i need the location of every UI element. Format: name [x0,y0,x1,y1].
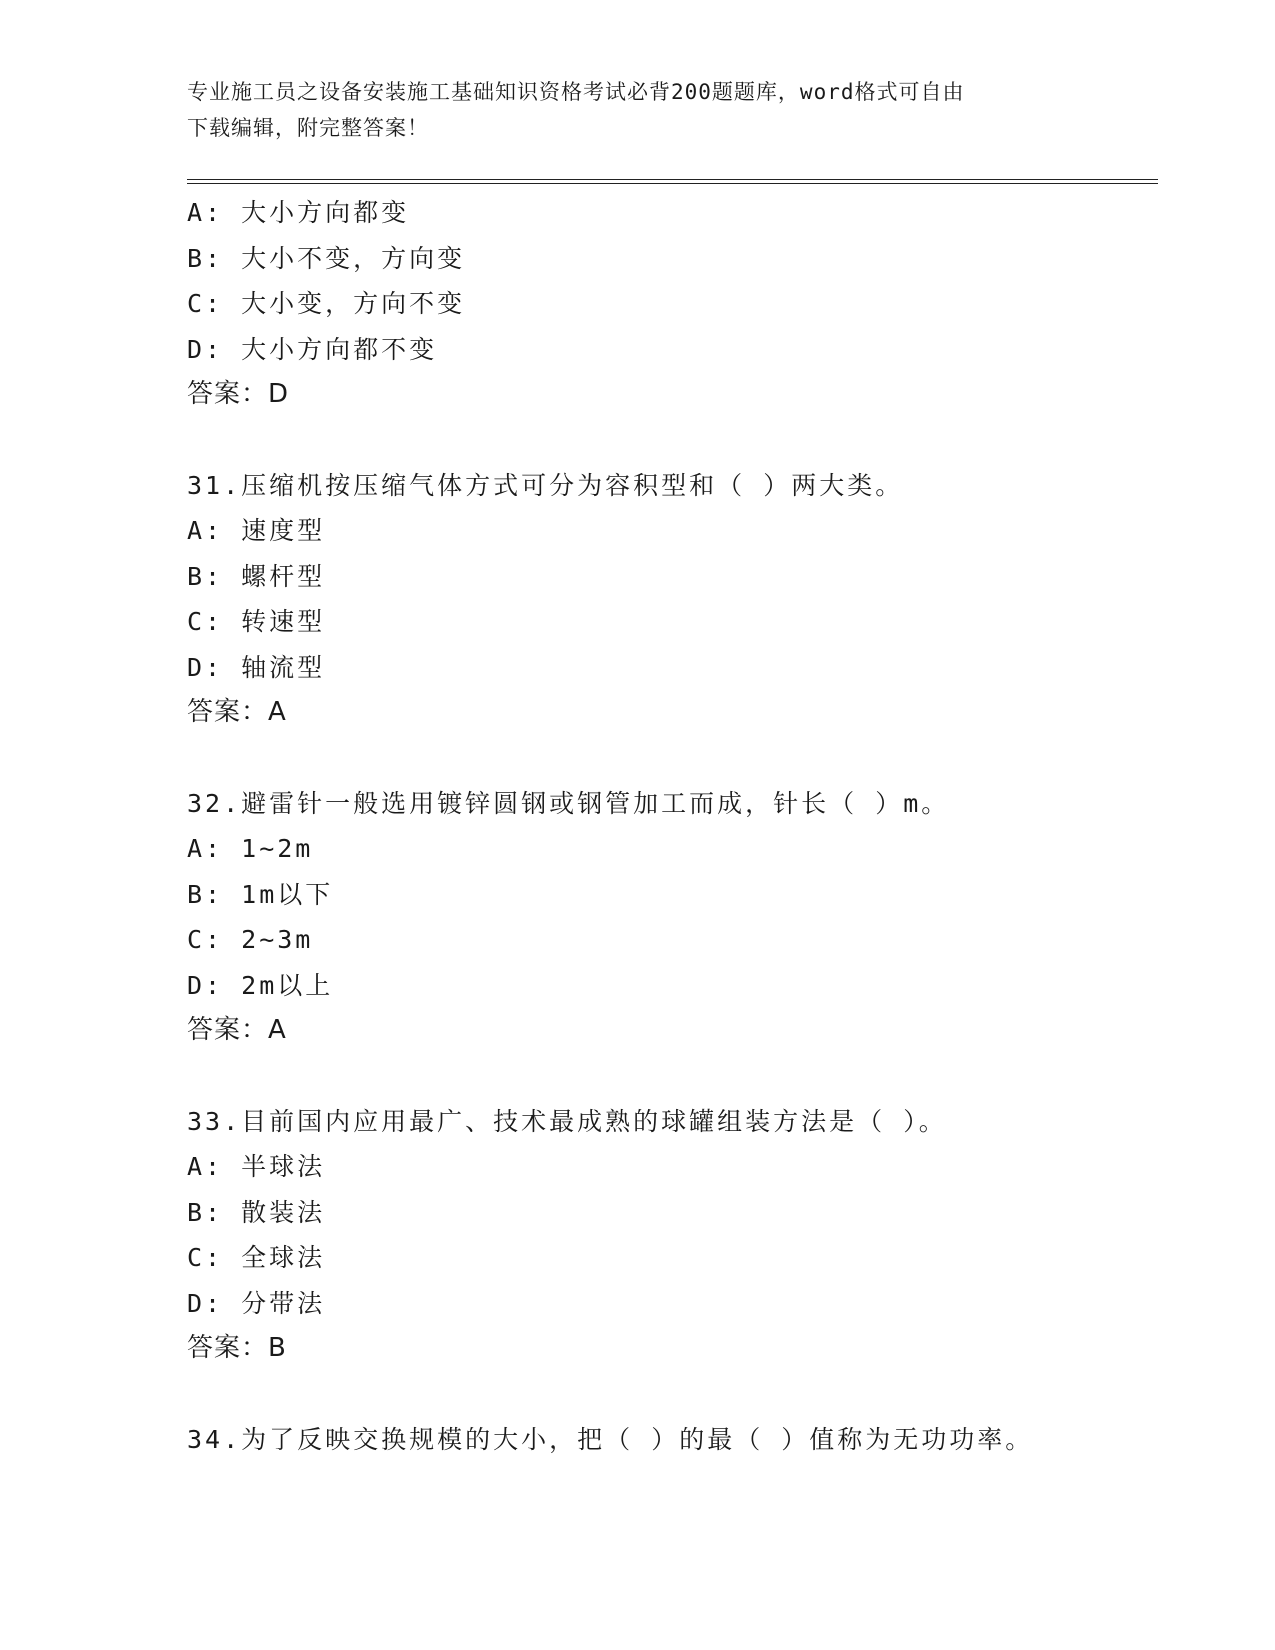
question-text: 33.目前国内应用最广、技术最成熟的球罐组装方法是（ ）。 [187,1106,947,1136]
header-divider-bottom [187,183,1158,184]
option-b: B: 1m以下 [187,879,334,909]
question-block-33 [187,1099,1167,1372]
option-a: A: 大小方向都变 [187,198,410,227]
answer: 答案：D [187,379,290,409]
option-d: D: 轴流型 [187,652,326,682]
option-c: C: 2~3m [187,925,314,954]
option-c: C: 转速型 [187,607,326,636]
question-block-32 [187,781,1167,1054]
header-title-line-1: 专业施工员之设备安装施工基础知识资格考试必背200题题库，word格式可自由 [187,80,965,104]
option-a: A: 半球法 [187,1152,326,1181]
question-text: 32.避雷针一般选用镀锌圆钢或钢管加工而成，针长（ ）m。 [187,788,950,818]
question-text: 34.为了反映交换规模的大小，把（ ）的最（ ）值称为无功功率。 [187,1424,1034,1454]
header-divider-top [187,179,1158,180]
header-title-line-2: 下载编辑，附完整答案！ [187,116,429,140]
option-a: A: 速度型 [187,516,326,545]
option-c: C: 大小变，方向不变 [187,289,466,318]
option-d: D: 2m以上 [187,970,334,1000]
option-b: B: 螺杆型 [187,561,326,591]
spacer [187,1372,1167,1417]
option-c: C: 全球法 [187,1243,326,1272]
option-b: B: 散装法 [187,1197,326,1227]
option-a: A: 1~2m [187,834,314,863]
answer: 答案：A [187,1015,287,1045]
answer: 答案：B [187,1333,287,1363]
spacer [187,736,1167,781]
option-d: D: 大小方向都不变 [187,334,438,364]
question-list [187,190,1167,1462]
spacer [187,418,1167,463]
spacer [187,1054,1167,1099]
option-b: B: 大小不变，方向变 [187,243,466,273]
document-header [187,74,1087,146]
question-block-31 [187,463,1167,736]
question-text: 31.压缩机按压缩气体方式可分为容积型和（ ）两大类。 [187,470,904,500]
question-block-30 [187,190,1167,418]
option-d: D: 分带法 [187,1288,326,1318]
answer: 答案：A [187,697,287,727]
question-block-34 [187,1417,1167,1463]
